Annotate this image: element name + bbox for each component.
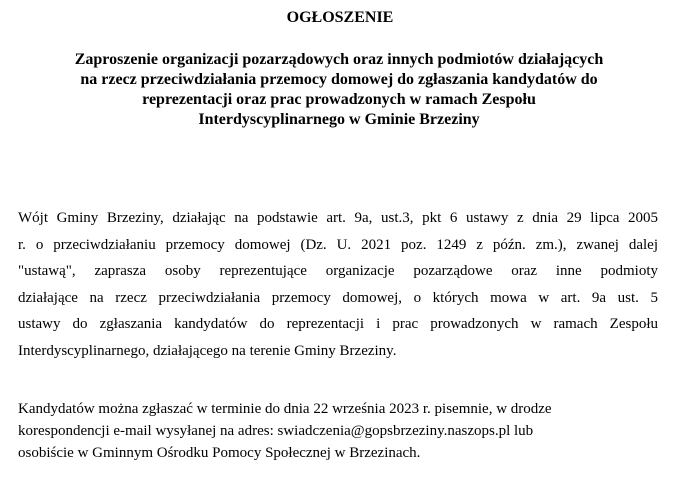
paragraph-line: Wójt Gminy Brzeziny, działając na podstawie art. 9a, ust.3, pkt 6 ustawy z dnia 29 lipca 2005: [18, 210, 658, 226]
subtitle-line: na rzecz przeciwdziałania przemocy domowej do zgłaszania kandydatów do: [80, 71, 598, 88]
subtitle-line: Interdyscyplinarnego w Gminie Brzeziny: [198, 111, 480, 128]
document-heading: OGŁOSZENIE: [286, 9, 394, 26]
paragraph-line: działające na rzecz przeciwdziałania przemocy domowej, o których mowa w art. 9a ust. 5: [18, 289, 658, 306]
paragraph-line: Interdyscyplinarnego, działającego na terenie Gminy Brzeziny.: [18, 342, 397, 359]
paragraph-line: "ustawą", zaprasza osoby reprezentujące organizacje pozarządowe oraz inne podmioty: [18, 263, 658, 279]
body-paragraph-1: [18, 205, 658, 364]
paragraph-line: r. o przeciwdziałaniu przemocy domowej (Dz. U. 2021 poz. 1249 z późn. zm.), zwanej dalej: [18, 236, 658, 253]
body-paragraph-2: [18, 398, 658, 464]
subtitle-line: reprezentacji oraz prac prowadzonych w ramach Zespołu: [142, 91, 536, 108]
paragraph-line: osobiście w Gminnym Ośrodku Pomocy Społecznej w Brzezinach.: [18, 445, 421, 461]
paragraph-line-with-email: korespondencji e-mail wysyłanej na adres: swiadczenia@gopsbrzeziny.naszops.pl lub: [18, 423, 534, 439]
paragraph-line: Kandydatów można zgłaszać w terminie do dnia 22 września 2023 r. pisemnie, w drodze: [18, 401, 552, 417]
paragraph-line: ustawy do zgłaszania kandydatów do reprezentacji i prac prowadzonych w ramach Zespołu: [18, 316, 658, 332]
document-subtitle: [14, 50, 664, 130]
subtitle-line: Zaproszenie organizacji pozarządowych oraz innych podmiotów działających: [74, 51, 604, 68]
